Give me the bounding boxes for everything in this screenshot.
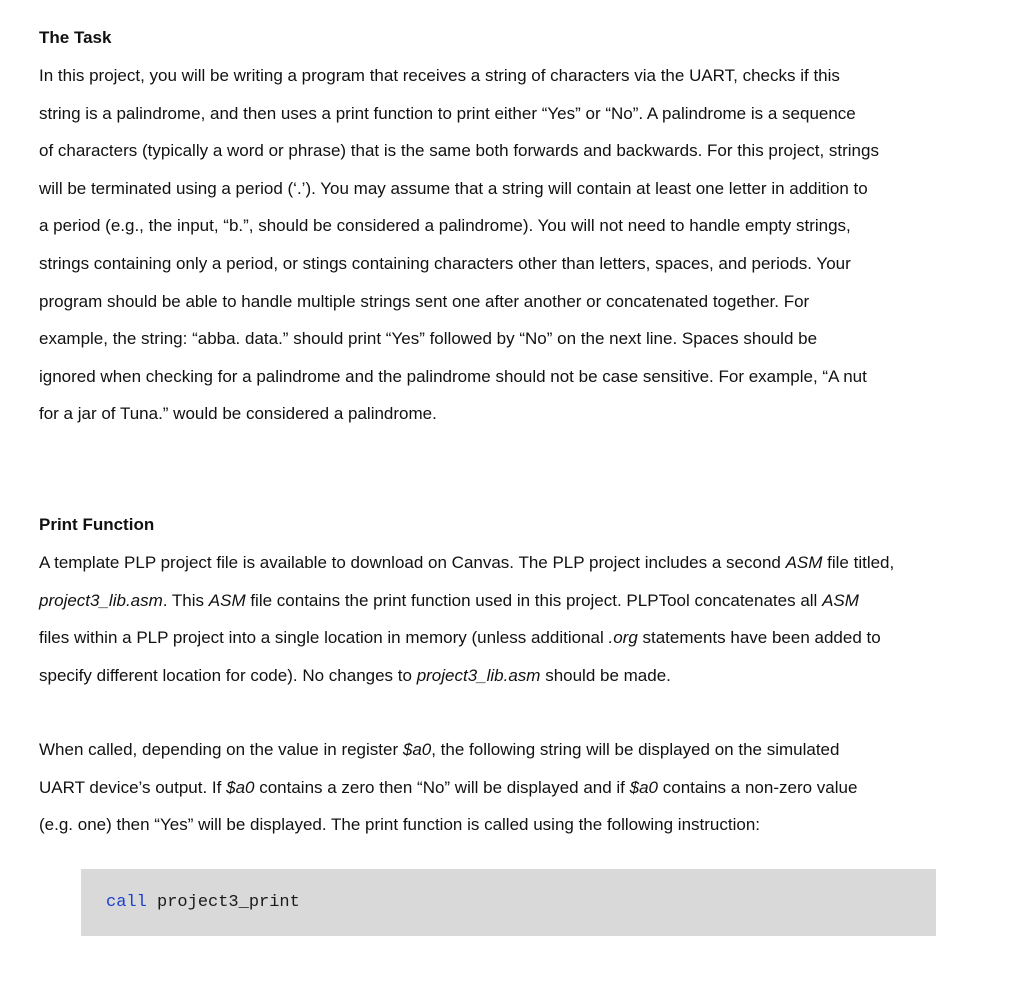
- task-line-5: a period (e.g., the input, “b.”, should be considered a palindrome). You will not need to handle empty strings,: [39, 216, 851, 236]
- section-heading-the-task: The Task: [39, 28, 112, 47]
- code-keyword: call: [106, 893, 147, 912]
- print-function-paragraph-1: [39, 544, 977, 694]
- pf-p1-line-1: A template PLP project file is available to download on Canvas. The PLP project includes a second ASM file titled,: [39, 553, 895, 572]
- pf-p1-line-3: files within a PLP project into a single location in memory (unless additional .org statements have been added to: [39, 628, 881, 648]
- task-line-8: example, the string: “abba. data.” should print “Yes” followed by “No” on the next line. Spaces should be: [39, 329, 818, 349]
- section-heading-print-function: Print Function: [39, 515, 155, 534]
- pf-p2-line-1: When called, depending on the value in register $a0, the following string will be displayed on the simulated: [39, 740, 840, 759]
- code-line: [106, 892, 300, 914]
- print-function-paragraph-2: [39, 731, 977, 844]
- task-line-6: strings containing only a period, or stings containing characters other than letters, spaces, and periods. Your: [39, 253, 851, 273]
- task-line-10: for a jar of Tuna.” would be considered a palindrome.: [39, 404, 437, 424]
- task-line-4: will be terminated using a period (‘.’). You may assume that a string will contain at least one letter in addition to: [39, 178, 868, 198]
- task-line-3: of characters (typically a word or phrase) that is the same both forwards and backwards. For this project, strings: [39, 141, 879, 161]
- task-line-7: program should be able to handle multiple strings sent one after another or concatenated together. For: [39, 291, 810, 311]
- code-text: project3_print: [146, 893, 300, 912]
- task-line-9: ignored when checking for a palindrome and the palindrome should not be case sensitive. For example, “A nut: [39, 366, 867, 386]
- task-paragraph: [39, 57, 977, 433]
- task-line-2: string is a palindrome, and then uses a print function to print either “Yes” or “No”. A palindrome is a sequence: [39, 103, 856, 123]
- task-line-1: In this project, you will be writing a program that receives a string of characters via the UART, checks if this: [39, 66, 840, 85]
- pf-p2-line-2: UART device’s output. If $a0 contains a zero then “No” will be displayed and if $a0 contains a non-zero value: [39, 777, 858, 797]
- code-block: [81, 869, 936, 936]
- pf-p1-line-2: project3_lib.asm. This ASM file contains the print function used in this project. PLPTool concatenates all ASM: [39, 590, 859, 610]
- pf-p1-line-4: specify different location for code). No changes to project3_lib.asm should be made.: [39, 665, 671, 685]
- pf-p2-line-3: (e.g. one) then “Yes” will be displayed. The print function is called using the following instruction:: [39, 815, 761, 835]
